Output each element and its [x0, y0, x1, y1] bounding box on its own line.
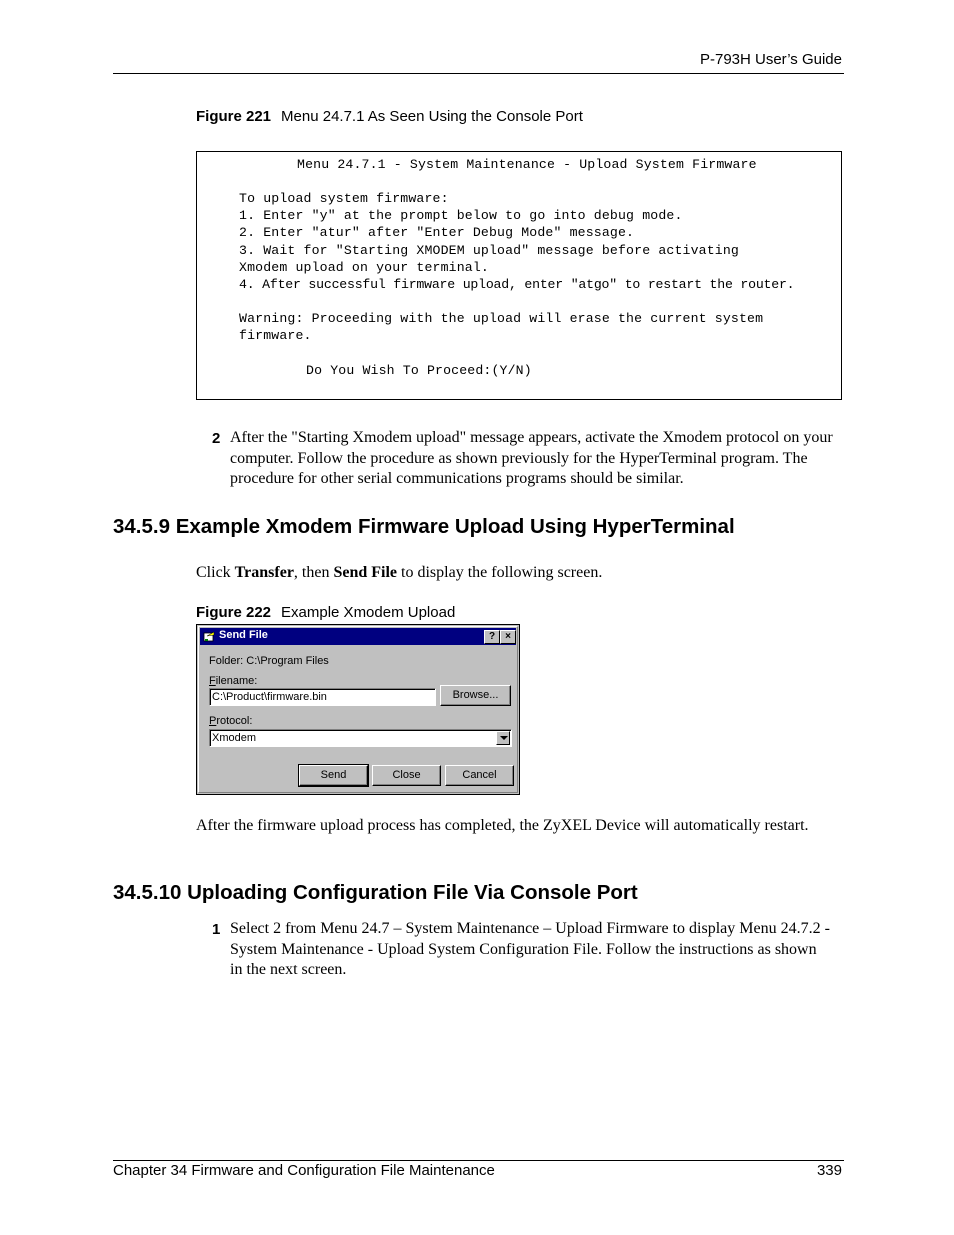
protocol-value: Xmodem: [212, 732, 257, 744]
console-line: Xmodem upload on your terminal.: [239, 260, 489, 275]
console-line: Menu 24.7.1 - System Maintenance - Upload System Firmware: [297, 157, 757, 172]
figure-221-caption: [196, 108, 583, 125]
header-rule: [113, 73, 844, 74]
filename-input[interactable]: [209, 688, 436, 706]
step-2-text: After the "Starting Xmodem upload" message appears, activate the Xmodem protocol on your computer. Follow the procedure as shown previously for the HyperTerminal program. The procedure for other serial communications programs should be similar.: [230, 429, 833, 487]
console-line: To upload system firmware:: [239, 191, 449, 206]
intro-text: Click: [196, 564, 235, 581]
console-line: Warning: Proceeding with the upload will erase the current system: [239, 311, 764, 326]
close-label: Close: [392, 769, 421, 781]
console-line: 1. Enter "y" at the prompt below to go into debug mode.: [239, 208, 683, 223]
send-label: Send: [320, 769, 347, 781]
menu-send-file: Send File: [333, 564, 398, 581]
intro-paragraph: [196, 563, 602, 584]
intro-text: to display the following screen.: [397, 564, 603, 581]
console-line: 3. Wait for "Starting XMODEM upload" message before activating: [239, 243, 739, 258]
section-heading-34-5-10: 34.5.10 Uploading Configuration File Via Console Port: [113, 881, 638, 904]
filename-label: Filename:: [209, 675, 258, 687]
step-number: 1: [212, 921, 221, 938]
filename-value: C:\Product\firmware.bin: [212, 691, 327, 703]
protocol-select[interactable]: [209, 729, 512, 747]
after-upload-paragraph: After the firmware upload process has completed, the ZyXEL Device will automatically restart.: [196, 817, 809, 834]
dialog-title: Send File: [219, 629, 268, 641]
footer-rule: [113, 1160, 844, 1161]
console-line: firmware.: [239, 328, 312, 343]
intro-text: , then: [293, 564, 334, 581]
console-line: 2. Enter "atur" after "Enter Debug Mode" message.: [239, 225, 635, 240]
step-1-text: Select 2 from Menu 24.7 – System Maintenance – Upload Firmware to display Menu 24.7.2 - System Maintenance - Upload System Configuration File. Follow the instructions as shown in the next screen.: [230, 920, 830, 978]
send-file-dialog: [196, 624, 520, 795]
figure-222-caption-text: Example Xmodem Upload: [281, 604, 456, 621]
cancel-button[interactable]: [445, 765, 514, 786]
step-number: 2: [212, 430, 221, 447]
figure-221-label: Figure 221: [196, 108, 272, 125]
chevron-down-icon[interactable]: [496, 731, 510, 745]
page-number: 339: [816, 1162, 842, 1179]
close-icon[interactable]: ×: [500, 630, 516, 644]
console-screen: [196, 151, 842, 400]
menu-transfer: Transfer: [234, 564, 294, 581]
dialog-titlebar[interactable]: [200, 628, 516, 645]
console-line: 4. After successful firmware upload, enter "atgo" to restart the router.: [239, 277, 795, 292]
cancel-label: Cancel: [462, 769, 497, 781]
folder-label: Folder: C:\Program Files: [209, 655, 329, 667]
close-button[interactable]: [372, 765, 441, 786]
send-button[interactable]: [299, 765, 368, 786]
figure-221-caption-text: Menu 24.7.1 As Seen Using the Console Port: [281, 108, 583, 125]
console-prompt: Do You Wish To Proceed:(Y/N): [306, 363, 532, 378]
figure-222-caption: [196, 604, 455, 621]
running-header: P-793H User’s Guide: [699, 51, 842, 68]
section-heading-34-5-9: 34.5.9 Example Xmodem Firmware Upload Using HyperTerminal: [113, 515, 735, 538]
help-button[interactable]: ?: [484, 630, 500, 644]
send-file-icon: [203, 630, 216, 643]
protocol-label: Protocol:: [209, 715, 253, 727]
figure-222-label: Figure 222: [196, 604, 272, 621]
footer-chapter: Chapter 34 Firmware and Configuration File Maintenance: [113, 1162, 495, 1179]
browse-label: Browse...: [452, 689, 499, 701]
browse-button[interactable]: [440, 685, 511, 706]
